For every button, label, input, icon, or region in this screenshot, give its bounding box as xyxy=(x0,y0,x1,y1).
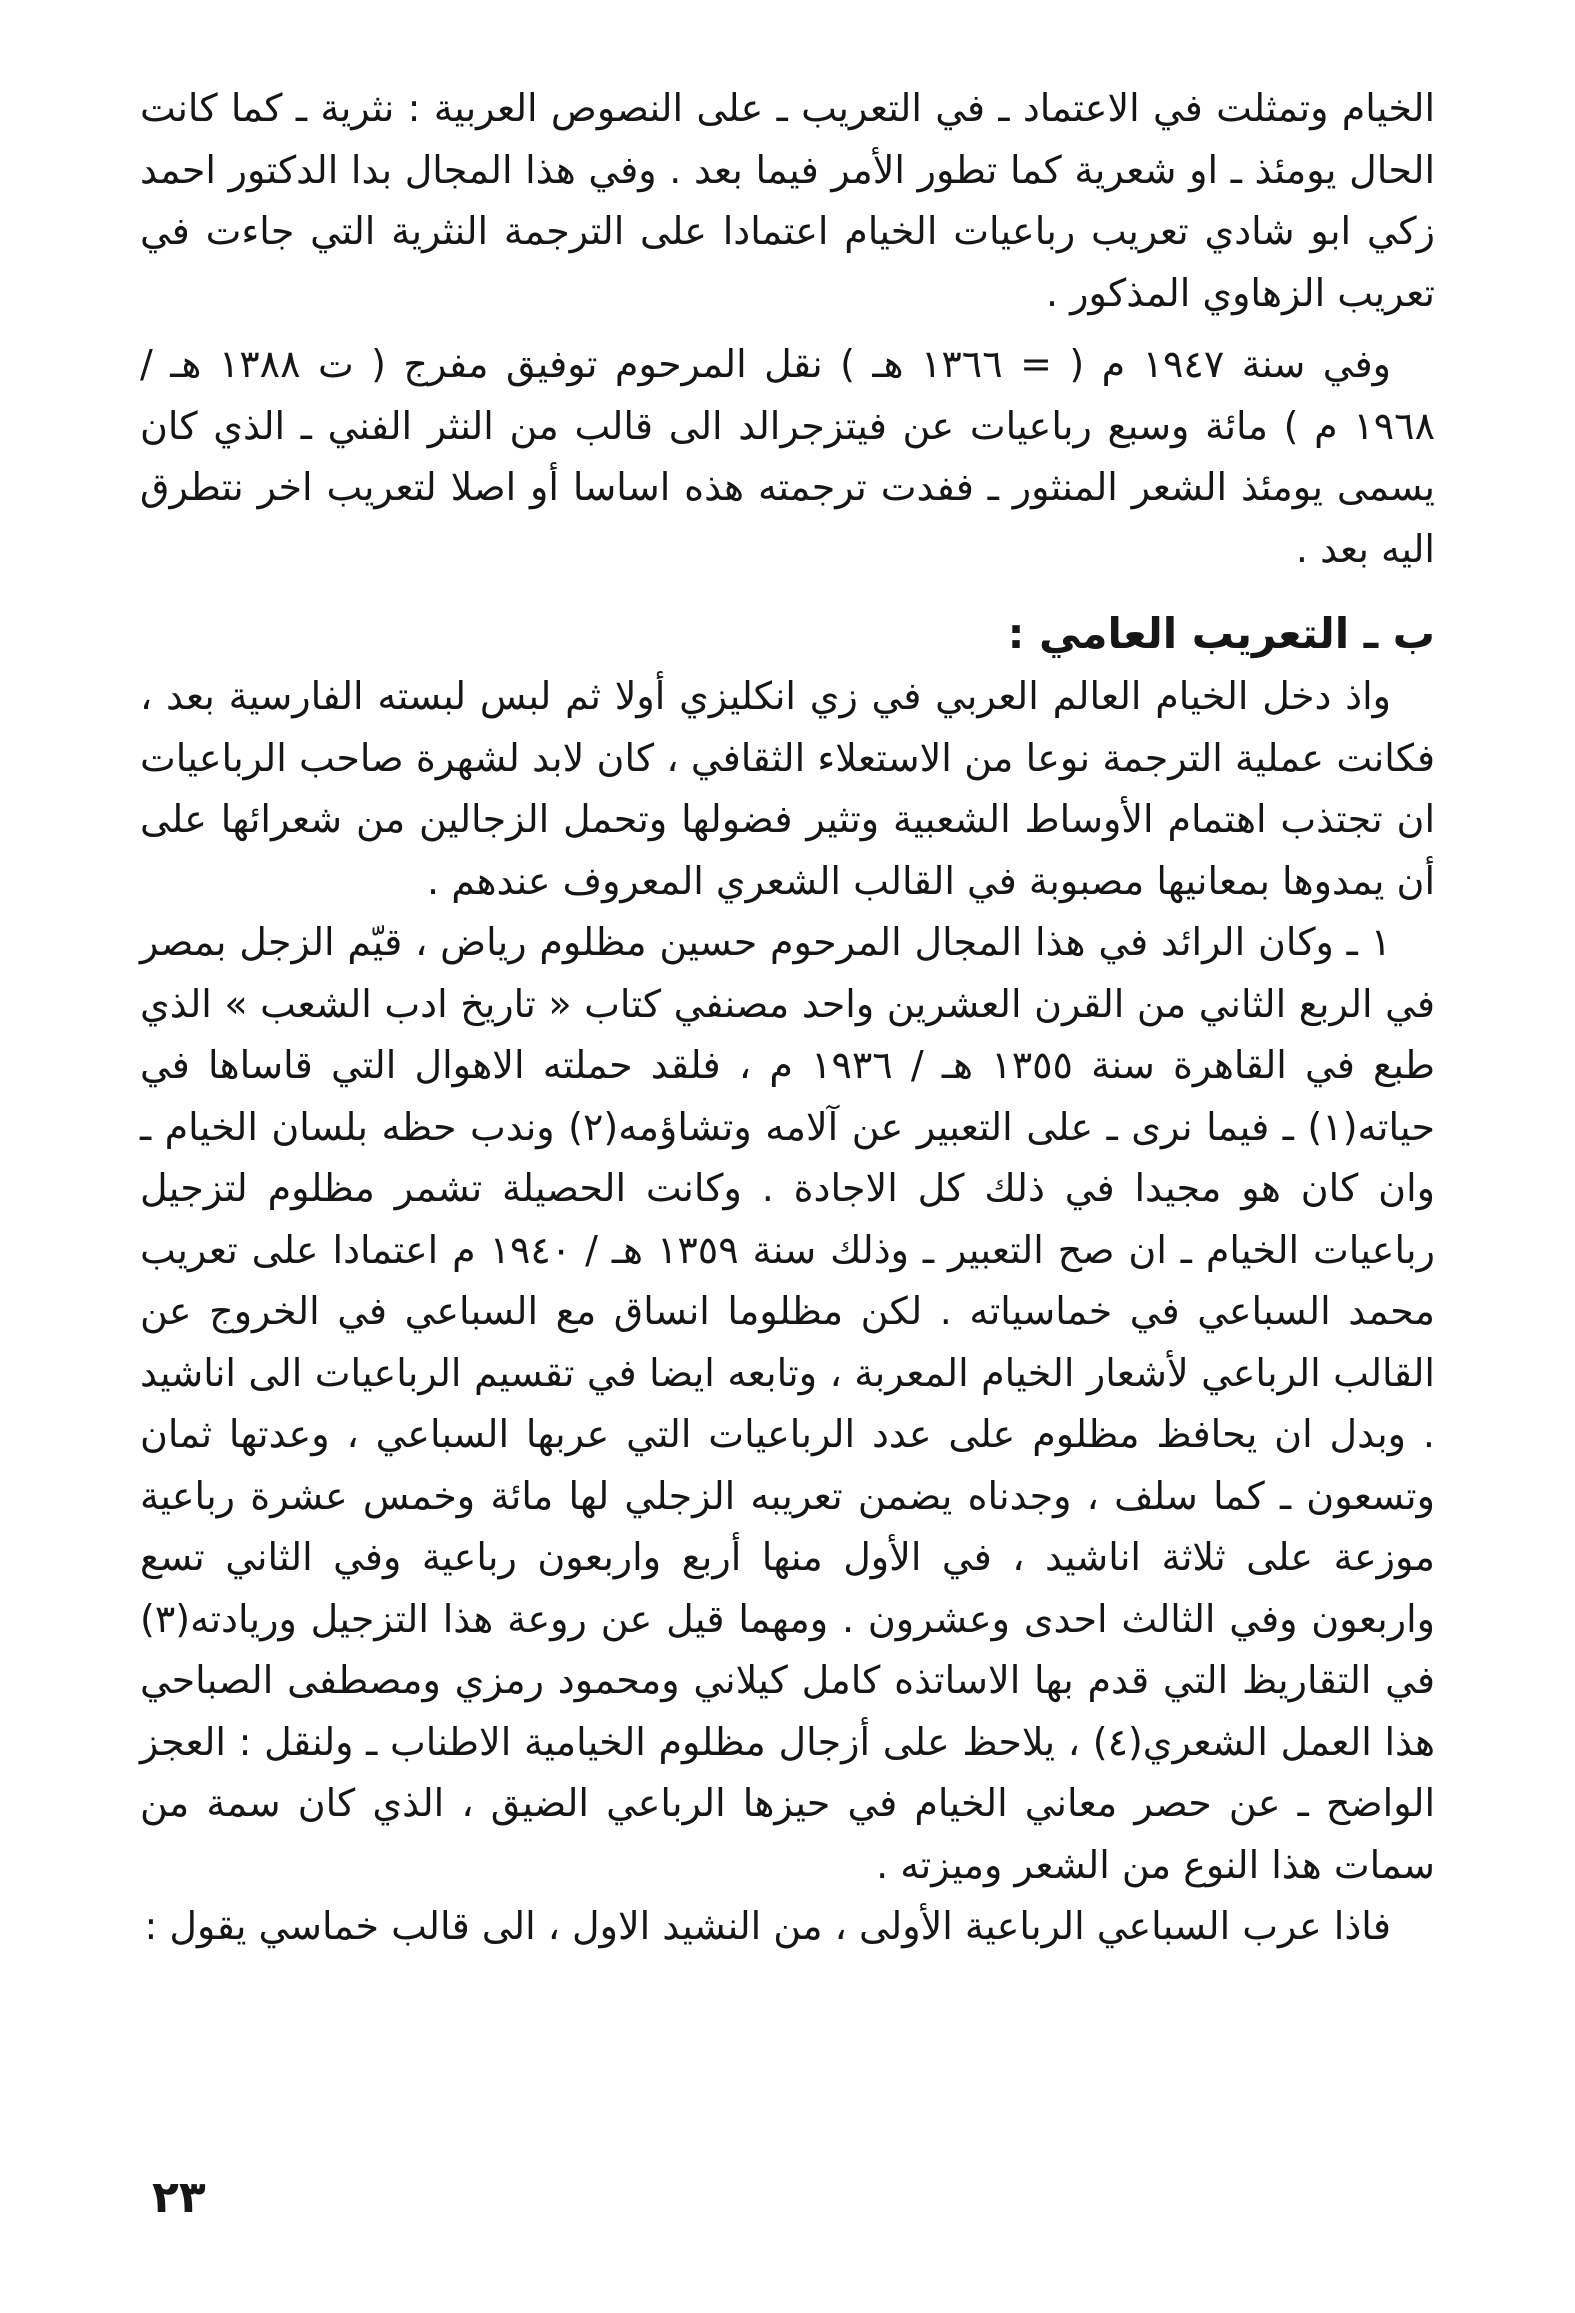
paragraph-quatrain-intro: فاذا عرب السباعي الرباعية الأولى ، من النشيد الاول ، الى قالب خماسي يقول : xyxy=(144,1904,1391,1948)
paragraph-popular-interest: واذ دخل الخيام العالم العربي في زي انكليزي أولا ثم لبس لبسته الفارسية بعد ، فكانت عملية الترجمة نوعا من الاستعلاء الثقافي ، كان لابد لشهرة صاحب الرباعيات ان تجتذب اهتمام الأوساط الشعبية وتثير فضولها وتحمل الزجالين من شعرائها على أن يمدوها بمعانيها مصبوبة في القالب الشعري المعروف عندهم . xyxy=(140,674,1435,903)
paragraph-abu-shadi-translation: الخيام وتمثلت في الاعتماد ـ في التعريب ـ على النصوص العربية : نثرية ـ كما كانت الحال يومئذ ـ او شعرية كما تطور الأمر فيما بعد . وفي هذا المجال بدا الدكتور احمد زكي ابو شادي تعريب رباعيات الخيام اعتمادا على الترجمة النثرية التي جاءت في تعريب الزهاوي المذكور . xyxy=(140,86,1435,315)
paragraph-mazloum-riyad: ١ ـ وكان الرائد في هذا المجال المرحوم حسين مظلوم رياض ، قيّم الزجل بمصر في الربع الثاني من القرن العشرين واحد مصنفي كتاب « تاريخ ادب الشعب » الذي طبع في القاهرة سنة ١٣٥٥ هـ / ١٩٣٦ م ، فلقد حملته الاهوال التي قاساها في حياته(١) ـ فيما نرى ـ على التعبير عن آلامه وتشاؤمه(٢) وندب حظه بلسان الخيام ـ وان كان هو مجيدا في ذلك كل الاجادة . وكانت الحصيلة تشمر مظلوم لتزجيل رباعيات الخيام ـ ان صح التعبير ـ وذلك سنة ١٣٥٩ هـ / ١٩٤٠ م اعتمادا على تعريب محمد السباعي في خماسياته . لكن مظلوما انساق مع السباعي في الخروج عن القالب الرباعي لأشعار الخيام المعربة ، وتابعه ايضا في تقسيم الرباعيات الى اناشيد . وبدل ان يحافظ مظلوم على عدد الرباعيات التي عربها السباعي ، وعدتها ثمان وتسعون ـ كما سلف ، وجدناه يضمن تعريبه الزجلي لها مائة وخمس عشرة رباعية موزعة على ثلاثة اناشيد ، في الأول منها أربع واربعون رباعية وفي الثاني تسع واربعون وفي الثالث احدى وعشرون . ومهما قيل عن روعة هذا التزجيل وريادته(٣) في التقاريظ التي قدم بها الاساتذه كامل كيلاني ومحمود رمزي ومصطفى الصباحي هذا العمل الشعري(٤) ، يلاحظ على أزجال مظلوم الخيامية الاطناب ـ ولنقل : العجز الواضح ـ عن حصر معاني الخيام في حيزها الرباعي الضيق ، الذي كان سمة من سمات هذا النوع من الشعر وميزته . xyxy=(140,920,1435,1887)
page-number: ٢٣ xyxy=(152,2172,206,2223)
section-heading-colloquial-translation: ب ـ التعريب العامي : xyxy=(1007,609,1435,658)
book-page xyxy=(140,78,1435,2193)
paragraph-mufarrij-translation: وفي سنة ١٩٤٧ م ( = ١٣٦٦ هـ ) نقل المرحوم توفيق مفرج ( ت ١٣٨٨ هـ / ١٩٦٨ م ) مائة وسبع رباعيات عن فيتزجرالد الى قالب من النثر الفني ـ الذي كان يسمى يومئذ الشعر المنثور ـ ففدت ترجمته هذه اساسا أو اصلا لتعريب اخر نتطرق اليه بعد . xyxy=(140,342,1435,571)
